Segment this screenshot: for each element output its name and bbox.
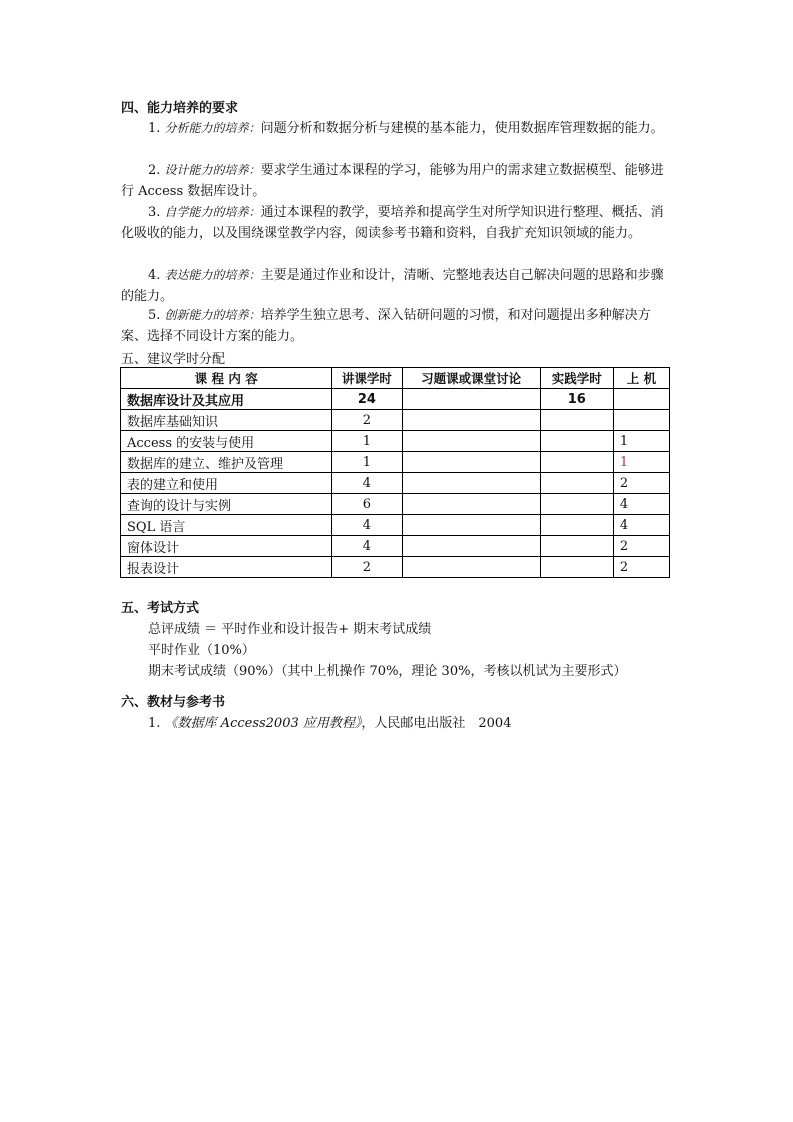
cell-lecture: 24	[332, 389, 402, 410]
section-5b-title: 五、考试方式	[121, 601, 200, 616]
cell-lab: 1	[613, 431, 669, 452]
col-header-discussion: 习题课或课堂讨论	[402, 368, 540, 389]
cell-practice	[540, 410, 613, 431]
ability-item-4-label: 表达能力的培养：	[164, 268, 261, 282]
ability-item-3-label: 自学能力的培养：	[164, 205, 261, 219]
table-row	[121, 536, 670, 557]
cell-lecture: 1	[332, 431, 402, 452]
cell-discussion	[402, 494, 540, 515]
cell-content: 报表设计	[121, 557, 332, 578]
cell-lecture: 2	[332, 410, 402, 431]
cell-practice	[540, 536, 613, 557]
cell-lab: 4	[613, 515, 669, 536]
ability-item-1-text: 问题分析和数据分析与建模的基本能力，使用数据库管理数据的能力。	[260, 121, 664, 136]
cell-content: 数据库设计及其应用	[121, 389, 332, 410]
table-row	[121, 410, 670, 431]
cell-discussion	[402, 431, 540, 452]
cell-lab-highlighted: 1	[613, 452, 669, 473]
cell-content: SQL 语言	[121, 515, 332, 536]
col-header-content: 课 程 内 容	[121, 368, 332, 389]
ability-item-2-num: 2.	[148, 163, 161, 178]
table-row	[121, 515, 670, 536]
ability-item-5-text: 培养学生独立思考、深入钻研问题的习惯，和对问题提出多种解决方案、选择不同设计方案的能力。	[121, 308, 651, 344]
table-row	[121, 557, 670, 578]
ability-item-3-num: 3.	[148, 205, 161, 220]
cell-content: 窗体设计	[121, 536, 332, 557]
ability-item-4-num: 4.	[148, 268, 161, 283]
cell-practice	[540, 452, 613, 473]
cell-lab: 2	[613, 473, 669, 494]
reference-item-1-num: 1.	[148, 716, 161, 731]
table-row	[121, 452, 670, 473]
section-6-title: 六、教材与参考书	[121, 695, 226, 710]
ability-item-5-num: 5.	[148, 308, 161, 323]
cell-practice	[540, 494, 613, 515]
cell-practice	[540, 557, 613, 578]
cell-lab: 2	[613, 557, 669, 578]
cell-lecture: 4	[332, 515, 402, 536]
cell-discussion	[402, 452, 540, 473]
cell-content: Access 的安装与使用	[121, 431, 332, 452]
cell-lecture: 6	[332, 494, 402, 515]
ability-item-4	[121, 265, 672, 307]
section-4-title: 四、能力培养的要求	[121, 101, 239, 116]
ability-item-1	[121, 118, 672, 139]
reference-item-1	[148, 712, 511, 731]
cell-discussion	[402, 536, 540, 557]
cell-lecture: 2	[332, 557, 402, 578]
cell-lecture: 1	[332, 452, 402, 473]
reference-item-1-book: 《数据库 Access2003 应用教程》	[164, 716, 362, 731]
table-row	[121, 494, 670, 515]
cell-lecture: 4	[332, 473, 402, 494]
cell-content: 表的建立和使用	[121, 473, 332, 494]
table-row	[121, 431, 670, 452]
exam-line-2: 平时作业（10%）	[148, 643, 255, 658]
cell-content: 数据库的建立、维护及管理	[121, 452, 332, 473]
cell-lab	[613, 389, 669, 410]
ability-item-1-label: 分析能力的培养：	[164, 121, 261, 135]
ability-item-3-text: 通过本课程的教学，要培养和提高学生对所学知识进行整理、概括、消化吸收的能力，以及围绕课堂教学内容，阅读参考书籍和资料，自我扩充知识领域的能力。	[121, 205, 664, 241]
cell-practice	[540, 431, 613, 452]
cell-practice: 16	[540, 389, 613, 410]
ability-item-2	[121, 160, 672, 202]
ability-item-5-label: 创新能力的培养：	[164, 308, 261, 322]
exam-line-3: 期末考试成绩（90%）（其中上机操作 70%，理论 30%，考核以机试为主要形式）	[148, 664, 627, 679]
cell-discussion	[402, 515, 540, 536]
cell-discussion	[402, 557, 540, 578]
table-row	[121, 473, 670, 494]
col-header-lab: 上 机	[613, 368, 669, 389]
table-row	[121, 389, 670, 410]
ability-item-2-label: 设计能力的培养：	[164, 163, 261, 177]
cell-lab: 2	[613, 536, 669, 557]
ability-item-5	[121, 305, 672, 347]
ability-item-3	[121, 202, 672, 244]
hours-allocation-table	[120, 367, 670, 578]
ability-item-1-num: 1.	[148, 121, 161, 136]
exam-line-1: 总评成绩 ＝ 平时作业和设计报告+ 期末考试成绩	[148, 622, 432, 637]
cell-practice	[540, 473, 613, 494]
cell-lecture: 4	[332, 536, 402, 557]
cell-content: 查询的设计与实例	[121, 494, 332, 515]
ability-item-2-text: 要求学生通过本课程的学习，能够为用户的需求建立数据模型、能够进行 Access 数据库设计。	[121, 163, 664, 199]
table-header-row	[121, 368, 670, 389]
col-header-practice: 实践学时	[540, 368, 613, 389]
cell-practice	[540, 515, 613, 536]
cell-discussion	[402, 389, 540, 410]
ability-item-4-text: 主要是通过作业和设计，清晰、完整地表达自己解决问题的思路和步骤的能力。	[121, 268, 664, 304]
cell-lab	[613, 410, 669, 431]
cell-discussion	[402, 473, 540, 494]
cell-lab: 4	[613, 494, 669, 515]
section-5a-title: 五、建议学时分配	[121, 352, 226, 367]
reference-item-1-rest: ，人民邮电出版社 2004	[361, 716, 512, 731]
col-header-lecture: 讲课学时	[332, 368, 402, 389]
cell-content: 数据库基础知识	[121, 410, 332, 431]
cell-discussion	[402, 410, 540, 431]
